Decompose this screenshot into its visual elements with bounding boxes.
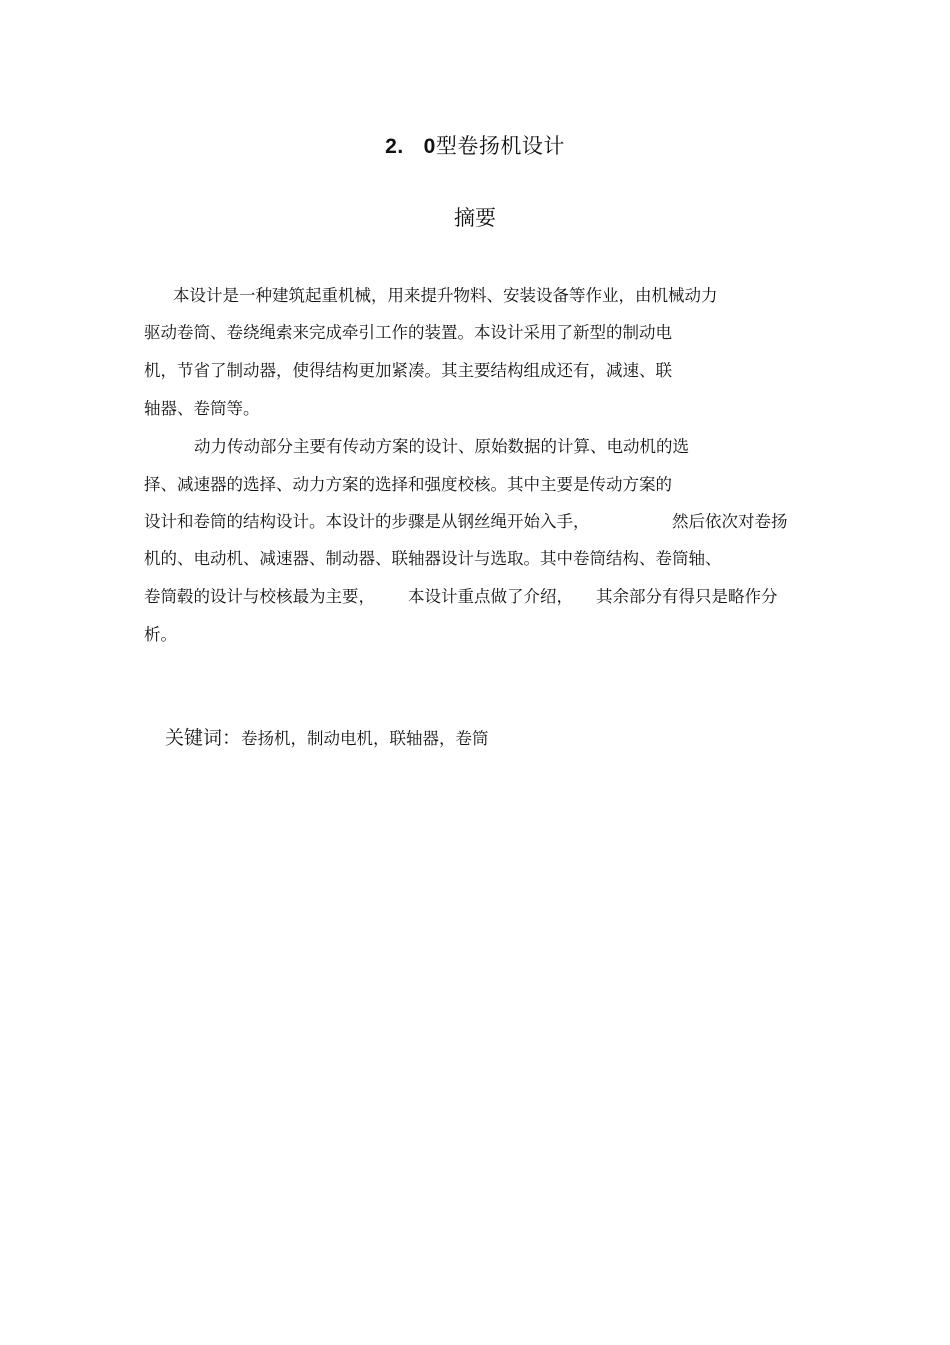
paragraph2-line: 机的、电动机、减速器、制动器、联轴器设计与选取。其中卷筒结构、卷筒轴、 [144,549,722,568]
keywords [144,704,489,769]
title-number-b: 0 [423,135,436,158]
paragraph2-line: 动力传动部分主要有传动方案的设计、原始数据的计算、电动机的选 [194,437,689,456]
title-number-a: 2. [385,135,404,158]
paragraph2-line: 择、减速器的选择、动力方案的选择和强度校核。其中主要是传动方案的 [144,475,672,494]
abstract-heading: 摘要 [454,206,496,230]
title-text: 型卷扬机设计 [435,134,565,158]
paragraph2-line: 卷筒毂的设计与校核最为主要， [144,587,375,606]
paragraph2-line: 然后依次对卷扬 [672,512,788,531]
paragraph1-line: 机，节省了制动器，使得结构更加紧凑。其主要结构组成还有，减速、联 [144,361,672,380]
paragraph1-line: 本设计是一种建筑起重机械，用来提升物料、安装设备等作业，由机械动力 [173,286,718,305]
paragraph2-line: 其余部分有得只是略作分 [596,587,778,606]
keywords-label: 关键词： [164,727,241,749]
paragraph1-line: 轴器、卷筒等。 [144,399,260,418]
paragraph2-line: 设计和卷筒的结构设计。本设计的步骤是从钢丝绳开始入手， [144,512,590,531]
keywords-value: 卷扬机，制动电机，联轴器，卷筒 [241,729,489,748]
paragraph2-line: 析。 [144,625,177,644]
paragraph1-line: 驱动卷筒、卷绕绳索来完成牵引工作的装置。本设计采用了新型的制动电 [144,323,672,342]
paragraph2-line: 本设计重点做了介绍， [408,587,573,606]
document-title [0,130,950,160]
